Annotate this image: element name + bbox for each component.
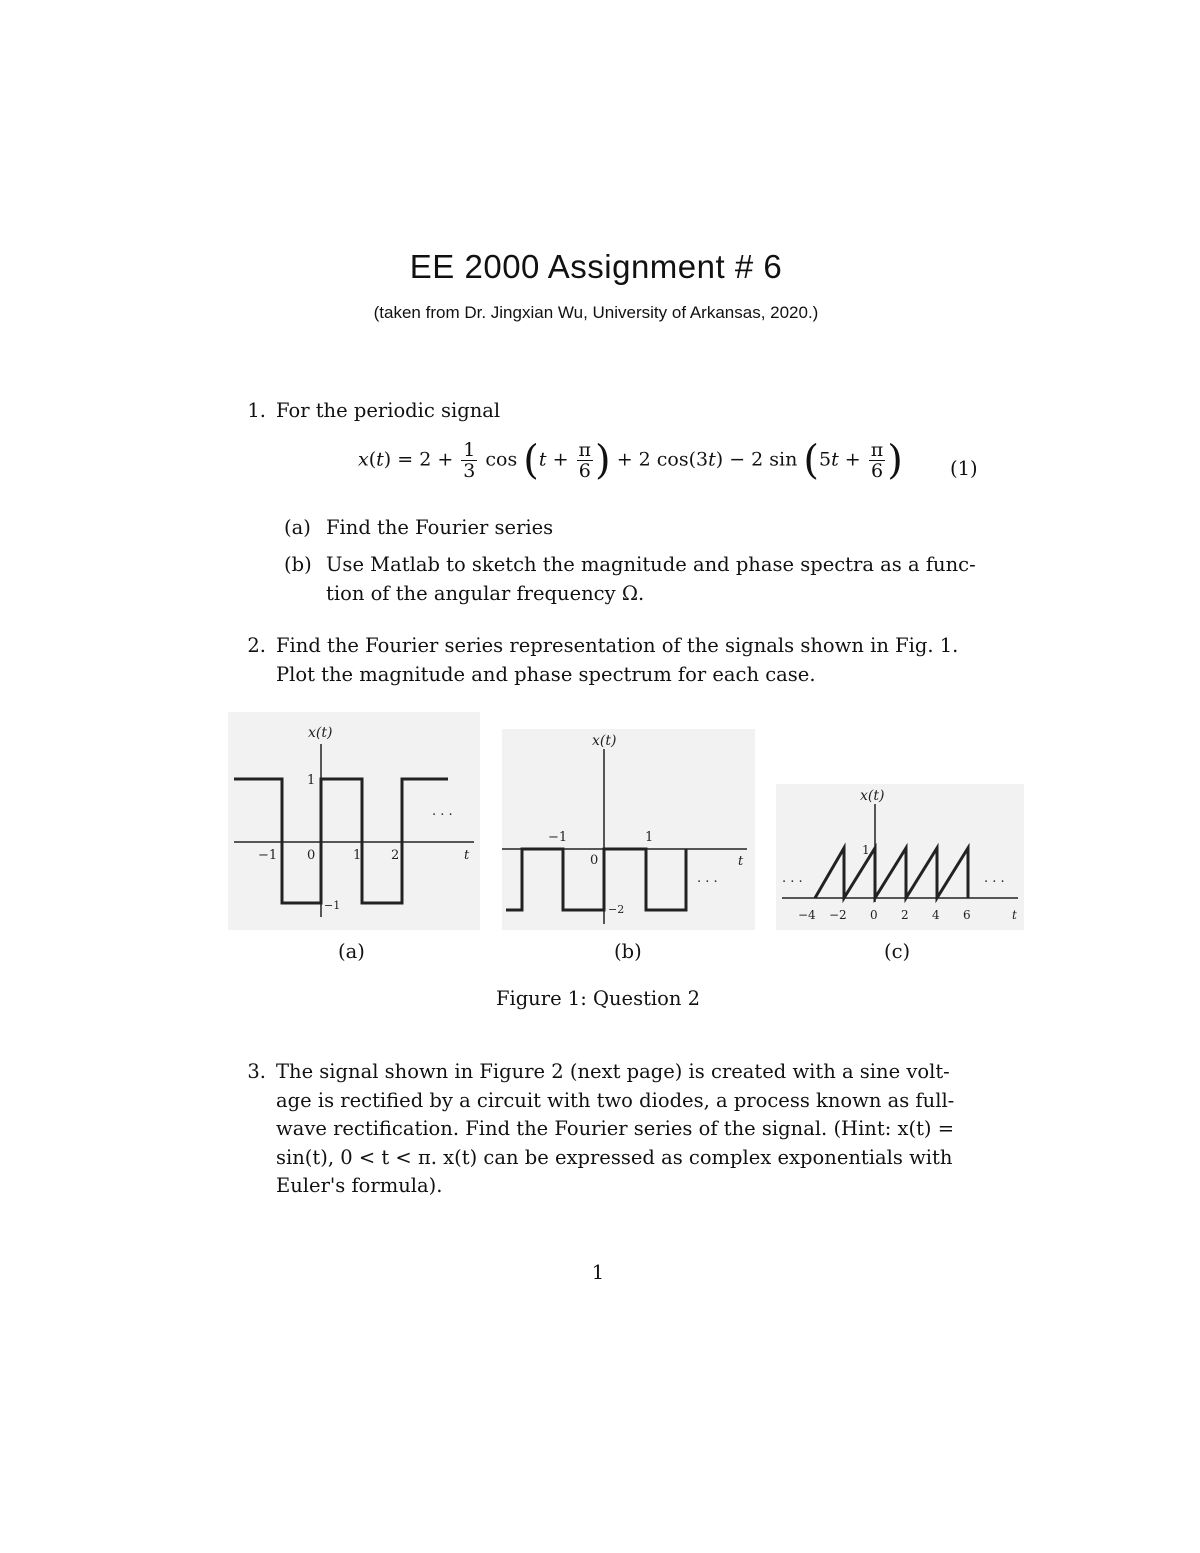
q3-line4: sin(t), 0 < t < π. x(t) can be expressed as complex exponentials with — [276, 1146, 953, 1169]
q1-equation: x(t) = 2 + $\frac{1}{3}$ cos (t + $\frac{\pi}{6}$ ) + 2 cos(3t) − 2 sin (5t + $\frac{\pi}{6}$ ) — [358, 437, 903, 484]
panel-a-y-tick-neg1: −1 — [324, 899, 341, 912]
q2-number: 2. — [247, 634, 266, 657]
page-title: EE 2000 Assignment # 6 — [409, 248, 783, 285]
q3-line3: wave rectification. Find the Fourier series of the signal. (Hint: x(t) = — [276, 1117, 955, 1140]
panel-c-ylabel: x(t) — [860, 788, 885, 804]
panel-a-tick-2: 2 — [391, 848, 400, 863]
q1-intro: For the periodic signal — [276, 399, 501, 422]
panel-c-tick-0: 0 — [870, 908, 878, 922]
panel-c-y-tick-1: 1 — [862, 843, 870, 857]
panel-b-tick-1: 1 — [645, 830, 654, 845]
panel-a-y-tick-1: 1 — [307, 773, 316, 788]
panel-a-tick-neg1: −1 — [258, 848, 278, 863]
panel-a-label: (a) — [338, 940, 365, 963]
q3-line1: The signal shown in Figure 2 (next page) is created with a sine volt- — [276, 1060, 950, 1083]
panel-b-label: (b) — [614, 940, 642, 963]
panel-a-ellipsis: . . . — [432, 804, 453, 819]
panel-c-ellipsis-left: . . . — [782, 871, 803, 886]
page-subtitle: (taken from Dr. Jingxian Wu, University of Arkansas, 2020.) — [373, 303, 819, 322]
panel-c-tick-2: 2 — [901, 908, 909, 922]
q3-line5: Euler's formula). — [276, 1174, 443, 1197]
q1-part-b-label: (b) — [284, 553, 312, 576]
panel-c-label: (c) — [884, 940, 911, 963]
panel-a-tick-0: 0 — [307, 848, 316, 863]
panel-c-tick-4: 4 — [932, 908, 940, 922]
panel-c-tick-6: 6 — [963, 908, 971, 922]
q2-line1: Find the Fourier series representation of the signals shown in Fig. 1. — [276, 634, 959, 657]
figure-panel-c — [776, 784, 1024, 930]
panel-c-t-label: t — [1012, 908, 1017, 922]
panel-a-t-label: t — [464, 848, 470, 863]
panel-b-ellipsis: . . . — [697, 871, 718, 886]
q3-number: 3. — [247, 1060, 266, 1083]
equation-number: (1) — [950, 457, 978, 480]
panel-c-tick-neg4: −4 — [798, 908, 816, 922]
q1-part-b-line1: Use Matlab to sketch the magnitude and phase spectra as a func- — [326, 553, 976, 576]
panel-b-tick-neg1: −1 — [548, 830, 568, 845]
page-number: 1 — [591, 1261, 605, 1284]
q2-line2: Plot the magnitude and phase spectrum for each case. — [276, 663, 816, 686]
panel-b-t-label: t — [738, 854, 744, 869]
figure-panel-a — [228, 712, 480, 930]
panel-b-ylabel: x(t) — [592, 733, 617, 749]
panel-c-tick-neg2: −2 — [829, 908, 847, 922]
panel-b-y-tick-neg2: −2 — [608, 903, 625, 916]
q1-part-b-line2: tion of the angular frequency Ω. — [326, 582, 645, 605]
figure-caption: Figure 1: Question 2 — [495, 987, 701, 1010]
figure-panel-b — [502, 729, 755, 930]
panel-a-ylabel: x(t) — [308, 725, 333, 741]
q1-part-a-label: (a) — [284, 516, 311, 539]
q3-line2: age is rectified by a circuit with two diodes, a process known as full- — [276, 1089, 955, 1112]
panel-b-tick-0: 0 — [590, 853, 599, 868]
panel-c-ellipsis-right: . . . — [984, 871, 1005, 886]
q1-number: 1. — [247, 399, 266, 422]
panel-a-tick-1: 1 — [353, 848, 362, 863]
q1-part-a-text: Find the Fourier series — [326, 516, 554, 539]
